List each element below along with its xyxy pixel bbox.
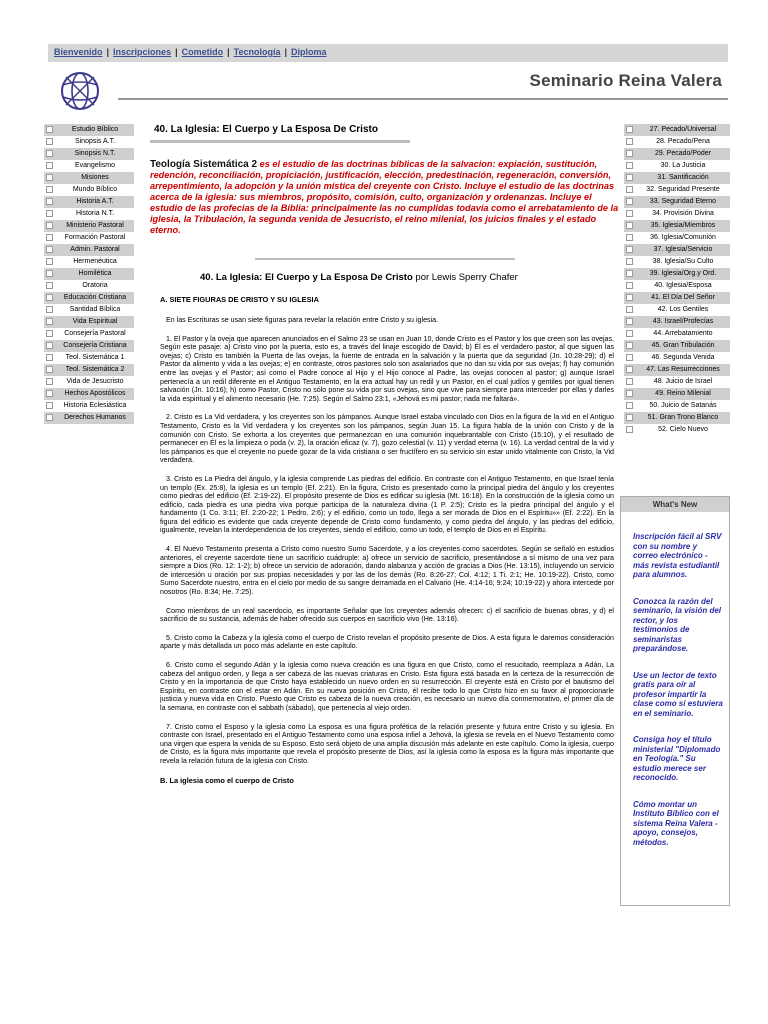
bullet-box-icon bbox=[626, 402, 633, 409]
bullet-box-icon bbox=[626, 210, 633, 217]
bullet-box-icon bbox=[626, 330, 633, 337]
right-menu-item-label: 31. Santificación bbox=[657, 174, 709, 182]
right-menu-item[interactable] bbox=[624, 268, 730, 280]
right-menu-item[interactable] bbox=[624, 388, 730, 400]
left-menu-item[interactable] bbox=[44, 292, 134, 304]
left-menu-item[interactable] bbox=[44, 364, 134, 376]
right-menu-item-label: 43. Israel/Profecías bbox=[652, 318, 714, 326]
left-menu-item[interactable] bbox=[44, 220, 134, 232]
right-menu-item-label: 38. Iglesia/Su Culto bbox=[652, 258, 714, 266]
article-paragraph: 3. Cristo es La Piedra del ángulo, y la iglesia comprende Las piedras del edificio. En contraste con el Antiguo Testamento, en que Israel tenía un templo (Ex. 25:8), la iglesia es un templo (Ef. 2:21). En la figura, Cristo es presentado como la principal piedra del ángulo y los creyentes como piedras del edificio (Ef. 2:19-22). El propósito presente de Dios es edificar su iglesia (Mt. 16:18). En la construcción de la iglesia como un edificio, cada piedra es una piedra viva porque participa de la naturaleza divina (1 P. 2:5); Cristo es la piedra principal del ángulo y el fundamento (1 Co. 3:11; Ef. 2:20-22; 1 Pedro. 2:6); y el edificio, como un todo, llega a ser morada de Dios en el Espíritu»» (Ef. 2:22). En la figura del edificio es evidente que cada creyente depende de Cristo como fundamento, y como piedra del ángulo, y las piedras del edificio, igualmente, revelan la interdependencia de los creyentes, siendo el edificio, como un todo, el templo de Dios en el Espíritu. bbox=[160, 474, 614, 535]
section-divider bbox=[255, 258, 515, 260]
left-menu-item[interactable] bbox=[44, 172, 134, 184]
right-menu-item[interactable] bbox=[624, 376, 730, 388]
article-paragraph: 7. Cristo como el Esposo y la iglesia como La esposa es una figura profética de la relación presente y futura entre Cristo y su iglesia. En contraste con Israel, presentado en el Antiguo Testamento como una esposa infiel a Jehová, la iglesia se revela en el Nuevo Testamento como una virgen que espera la venida de su Esposo. Esto será objeto de una amplia discusión más adelante en este capítulo. Como la iglesia, cuerpo de Cristo, es la figura más importante que revela el propósito presente de Dios, así la iglesia como la esposa es la figura más importante que revela la relación futura de la iglesia con Cristo. bbox=[160, 722, 614, 765]
right-menu-item-label: 49. Reino Milenial bbox=[655, 390, 711, 398]
section-title-b: B. La iglesia como el cuerpo de Cristo bbox=[160, 775, 294, 785]
left-menu-item-label: Teol. Sistemática 2 bbox=[65, 366, 125, 374]
topnav-separator: | bbox=[227, 47, 230, 57]
bullet-box-icon bbox=[46, 318, 53, 325]
topnav-link[interactable]: Bienvenido bbox=[54, 47, 103, 57]
right-menu-item-label: 41. El Día Del Señor bbox=[651, 294, 715, 302]
left-menu-item[interactable] bbox=[44, 160, 134, 172]
article-paragraph: En las Escrituras se usan siete figuras para revelar la relación entre Cristo y su iglesia. bbox=[166, 316, 439, 324]
top-navigation bbox=[48, 44, 728, 62]
right-menu-item[interactable] bbox=[624, 220, 730, 232]
article-paragraph: Como miembros de un real sacerdocio, es importante Señalar que los creyentes además ofrecen: c) el sacrificio de buenas obras, y d) el sacrificio de su sustancia, además de haber ofrecido sus cuerpos en sacrificio vivo (He. 13:16). bbox=[160, 606, 614, 624]
left-menu-item-label: Santidad Bíblica bbox=[69, 306, 121, 314]
topnav-link[interactable]: Tecnología bbox=[233, 47, 281, 57]
left-menu-item[interactable] bbox=[44, 328, 134, 340]
right-menu-item[interactable] bbox=[624, 400, 730, 412]
right-menu-item-label: 48. Juicio de Israel bbox=[653, 378, 713, 386]
bullet-box-icon bbox=[626, 246, 633, 253]
whats-new-link[interactable]: Conozca la razón del seminario, la visión del rector, y los testimonios de seminaristas preparándose. bbox=[633, 596, 722, 653]
header-divider bbox=[118, 98, 728, 100]
whats-new-list bbox=[621, 512, 729, 870]
topnav-link[interactable]: Diploma bbox=[291, 47, 327, 57]
article-paragraph: 5. Cristo como la Cabeza y la iglesia como el cuerpo de Cristo revelan el propósito presente de Dios. A esta figura le daremos consideración aparte y más detallada un poco más adelante en este capítulo. bbox=[160, 633, 614, 651]
left-menu-item[interactable] bbox=[44, 304, 134, 316]
article-paragraph: 2. Cristo es La Vid verdadera, y los creyentes son los pámpanos. Aunque Israel estaba vinculado con Dios en la figura de la vid en el Antiguo Testamento, Cristo es la Vid verdadera y los creyentes son los pámpanos, según Juan 15. La figura habla de la unión con Cristo y de la comunión con Cristo. Se exhorta a los creyentes que permanezcan en una comunión inquebrantable con Cristo (15:10), y el resultado de permanecer en Él es la limpieza o poda (v. 2), la oración eficaz (v. 7), gozo celestial (v. 11) y verdad eterna (v. 16). La verdad central de la vid y los pámpanos es que el creyente no puede gozar de la vida cristiana o ser fructífero en su servicio sin estar unido vitalmente con Cristo, la Vid verdadera. bbox=[160, 413, 614, 465]
right-menu-item-label: 40. Iglesia/Esposa bbox=[654, 282, 712, 290]
left-menu-item-label: Hechos Apostólicos bbox=[64, 390, 126, 398]
left-menu-item-label: Oratoria bbox=[82, 282, 108, 290]
left-menu-item[interactable] bbox=[44, 340, 134, 352]
article-paragraph: 4. El Nuevo Testamento presenta a Cristo como nuestro Sumo Sacerdote, y a los creyentes como sacerdotes. Según se señaló en estudios anteriores, el creyente sacerdote tiene un sacrificio cuádruple: a) ofrece un servicio de sacrificio, presentándose a sí mismo de una vez para siempre a Dios (Ro. 12: 1-2); b) ofrece un servicio de adoración, dando alabanza y acción de gracias a Dios (He. 13:15), incluyendo un servicio de intercesión u oración por sus propias necesidades y por las de los demás (Ro. 8:26-27; Col. 4:12; 1 Ti. 2:1; He. 10:19-22). Cristo, como Sumo Sacerdote nuestro, entra en el cielo por medio de su sangre derramada en el Calvario (He. 4:14-16; 9:24; 10:19-22) y ahora intercede por nosotros (Ro. 8:34; He. 7:25). bbox=[160, 545, 614, 597]
left-menu-item-label: Admin. Pastoral bbox=[70, 246, 120, 254]
bullet-box-icon bbox=[46, 282, 53, 289]
course-label: Teología Sistemática 2 bbox=[150, 159, 258, 170]
article-paragraph: 1. El Pastor y la oveja que aparecen anunciados en el Salmo 23 se usan en Juan 10, donde Cristo es el Pastor y los que creen son las ovejas. Según este pasaje: a) Cristo vino por la puerta, esto es, a través del linaje escogido de David; b) Él es el verdadero pastor, al que siguen las ovejas; c) Cristo es también la Puerta de las ovejas, la fuente de entrada en la salvación y la puerta que da seguridad (Jn. 10:28-29); d) el Pastor da alimento y vida a las ovejas; e) en contraste, otros pastores solo son asalariados que no dan su vida por sus ovejas; f) hay comunión entre las ovejas y el Pastor; así como el Padre conoce al Hijo y el Hijo conoce al Padre, las ovejas conocen al pastor; g) aunque Israel pertenecía a un redil diferente en el Antiguo Testamento, en la era actual hay un redil y un Pastor, en el cual judíos y gentiles por igual tienen salvación (Jn. 10:16); h) como Pastor, Cristo no sólo pone su vida por sus ovejas, sino que vive para siempre para interceder por ellas y darles la vida espiritual y el alimento necesario (He. 7:25). Según el Salmo 23:1, «Jehová es mi pastor; nada me faltará». bbox=[160, 334, 614, 403]
left-menu-item-label: Homilética bbox=[78, 270, 112, 278]
right-menu-item-label: 36. Iglesia/Comunión bbox=[650, 234, 716, 242]
bullet-box-icon bbox=[46, 330, 53, 337]
bullet-box-icon bbox=[626, 354, 633, 361]
left-menu-item-label: Consejería Pastoral bbox=[64, 330, 126, 338]
bullet-box-icon bbox=[626, 198, 633, 205]
right-menu-item[interactable] bbox=[624, 340, 730, 352]
main-content bbox=[150, 124, 620, 797]
topnav-separator: | bbox=[175, 47, 178, 57]
bullet-box-icon bbox=[46, 186, 53, 193]
right-menu-item[interactable] bbox=[624, 304, 730, 316]
right-menu-item-label: 34. Provisión Divina bbox=[652, 210, 714, 218]
bullet-box-icon bbox=[46, 150, 53, 157]
whats-new-link[interactable]: Use un lector de texto gratis para oír al profesor impartir la clase como si estuviera en el seminario. bbox=[633, 670, 723, 718]
right-menu-item-label: 52. Cielo Nuevo bbox=[658, 426, 708, 434]
right-menu-item-label: 44. Arrebatamiento bbox=[653, 330, 713, 338]
topnav-link[interactable]: Inscripciones bbox=[113, 47, 172, 57]
right-menu-item[interactable] bbox=[624, 232, 730, 244]
left-menu-item-label: Historia N.T. bbox=[75, 210, 115, 218]
left-menu-item[interactable] bbox=[44, 412, 134, 424]
right-menu-item-label: 47. Las Resurrecciones bbox=[646, 366, 720, 374]
right-menu-item[interactable] bbox=[624, 364, 730, 376]
left-menu-item-label: Sinopsis N.T. bbox=[74, 150, 116, 158]
right-menu-item[interactable] bbox=[624, 148, 730, 160]
globe-logo-icon[interactable] bbox=[58, 69, 102, 113]
course-description-text: es el estudio de las doctrinas bíblicas de la salvacion: expiación, sustitución, redención, reconciliación, propiciación, justificación, elección, predestinación, regeneración, conversión, arrepentimiento, la adopción y la unión mística del creyente con Cristo. Incluye el estudio de las doctrinas acerca de la iglesia: sus miembros, propósito, comisión, culto, organización y ordenanzas. Incluye el estudio de las profecías de la Biblia: principalmente las no cumplidas todavía como el arrebatamiento de la iglesia, la Tribulación, la segunda venida de Jesucristo, el reino milenial, los juicios finales y el estado eterno. bbox=[150, 159, 619, 235]
bullet-box-icon bbox=[46, 246, 53, 253]
left-menu-item-label: Historia A.T. bbox=[76, 198, 114, 206]
right-menu-item-label: 51. Gran Trono Blanco bbox=[647, 414, 719, 422]
bullet-box-icon bbox=[626, 378, 633, 385]
left-menu-item-label: Derechos Humanos bbox=[64, 414, 126, 422]
right-menu-item-label: 27. Pecado/Universal bbox=[649, 126, 717, 134]
right-menu-item-label: 50. Juicio de Satanás bbox=[649, 402, 717, 410]
right-menu-item-label: 32. Seguridad Presente bbox=[646, 186, 720, 194]
bullet-box-icon bbox=[46, 306, 53, 313]
left-menu-item-label: Historia Eclesiástica bbox=[63, 402, 127, 410]
right-menu-item[interactable] bbox=[624, 160, 730, 172]
right-menu-item[interactable] bbox=[624, 316, 730, 328]
left-menu-item[interactable] bbox=[44, 184, 134, 196]
left-menu-item[interactable] bbox=[44, 256, 134, 268]
left-menu-item-label: Teol. Sistemática 1 bbox=[65, 354, 125, 362]
whats-new-title: What's New bbox=[621, 497, 729, 512]
right-menu-item[interactable] bbox=[624, 280, 730, 292]
right-menu-item-label: 28. Pecado/Pena bbox=[656, 138, 710, 146]
topnav-separator: | bbox=[284, 47, 288, 57]
bullet-box-icon bbox=[46, 234, 53, 241]
bullet-box-icon bbox=[46, 198, 53, 205]
bullet-box-icon bbox=[626, 150, 633, 157]
bullet-box-icon bbox=[46, 138, 53, 145]
title-divider bbox=[150, 140, 410, 143]
bullet-box-icon bbox=[626, 162, 633, 169]
right-menu-item[interactable] bbox=[624, 196, 730, 208]
site-header bbox=[48, 66, 728, 116]
right-menu-item[interactable] bbox=[624, 184, 730, 196]
article-paragraph: 6. Cristo como el segundo Adán y la iglesia como nueva creación es una figura en que Cristo, como el resucitado, reemplaza a Adán, La cabeza del antiguo orden, y llega a ser cabeza de las nuevas criaturas en Cristo. Esta figura está basada en la certeza de la resurrección de Cristo y en la importancia de que Cristo haya establecido un nuevo orden en su resurrección. El creyente está en Cristo por el bautismo del Espíritu, en contraste con el estar en Adán. En su nueva posición en Cristo, él recibe todo lo que Cristo hizo en su favor al proporcionarle justicia y nueva vida en Cristo. Puesto que Cristo es cabeza de la nueva creación, es necesario un nuevo día conmemorativo, el primer día de la semana, en contraste con el sabbath (sábado), que pertenecía al viejo orden. bbox=[160, 661, 614, 712]
article-body bbox=[150, 316, 620, 766]
left-menu-item-label: Evangelismo bbox=[74, 162, 116, 170]
bullet-box-icon bbox=[626, 138, 633, 145]
right-menu-item[interactable] bbox=[624, 256, 730, 268]
bullet-box-icon bbox=[626, 414, 633, 421]
right-menu-item[interactable] bbox=[624, 136, 730, 148]
course-description bbox=[150, 159, 620, 236]
bullet-box-icon bbox=[46, 270, 53, 277]
right-menu-item[interactable] bbox=[624, 352, 730, 364]
bullet-box-icon bbox=[626, 294, 633, 301]
bullet-box-icon bbox=[46, 210, 53, 217]
bullet-box-icon bbox=[626, 186, 633, 193]
left-menu-item-label: Mundo Bíblico bbox=[72, 186, 118, 194]
right-menu-item-label: 30. La Justicia bbox=[660, 162, 706, 170]
bullet-box-icon bbox=[46, 174, 53, 181]
right-menu-item[interactable] bbox=[624, 124, 730, 136]
right-menu-item-label: 42. Los Gentiles bbox=[657, 306, 709, 314]
right-menu-item-label: 37. Iglesia/Servicio bbox=[653, 246, 713, 254]
bullet-box-icon bbox=[46, 222, 53, 229]
left-menu-item[interactable] bbox=[44, 376, 134, 388]
right-menu-item-label: 39. Iglesia/Org.y Ord. bbox=[649, 270, 717, 278]
left-menu-item-label: Estudio Bíblico bbox=[71, 126, 119, 134]
section-title-a: A. SIETE FIGURAS DE CRISTO Y SU IGLESIA bbox=[160, 295, 319, 304]
whats-new-link[interactable]: Inscripción fácil al SRV con su nombre y correo electrónico - más revista estudiantil para alumnos. bbox=[633, 532, 722, 579]
right-menu-item-label: 33. Seguridad Eterno bbox=[649, 198, 717, 206]
left-menu-item[interactable] bbox=[44, 316, 134, 328]
bullet-box-icon bbox=[626, 282, 633, 289]
article-heading bbox=[200, 272, 620, 283]
left-menu-item[interactable] bbox=[44, 196, 134, 208]
left-menu-item-label: Hermenéutica bbox=[73, 258, 117, 266]
right-menu-item[interactable] bbox=[624, 172, 730, 184]
right-menu-item-label: 29. Pecado/Poder bbox=[654, 150, 712, 158]
bullet-box-icon bbox=[46, 390, 53, 397]
left-menu-item[interactable] bbox=[44, 388, 134, 400]
left-menu-item[interactable] bbox=[44, 232, 134, 244]
left-menu-item-label: Sinopsis A.T. bbox=[74, 138, 116, 146]
left-menu-item-label: Educación Cristiana bbox=[63, 294, 127, 302]
bullet-box-icon bbox=[46, 414, 53, 421]
left-menu-item[interactable] bbox=[44, 352, 134, 364]
bullet-box-icon bbox=[626, 258, 633, 265]
bullet-box-icon bbox=[626, 426, 633, 433]
bullet-box-icon bbox=[626, 342, 633, 349]
bullet-box-icon bbox=[46, 162, 53, 169]
bullet-box-icon bbox=[46, 294, 53, 301]
left-menu-item-label: Consejería Cristiana bbox=[63, 342, 127, 350]
right-menu-item[interactable] bbox=[624, 292, 730, 304]
left-menu-item[interactable] bbox=[44, 280, 134, 292]
left-menu-item[interactable] bbox=[44, 400, 134, 412]
left-menu-item-label: Vida de Jesucristo bbox=[66, 378, 124, 386]
left-menu-item-label: Misiones bbox=[81, 174, 109, 182]
left-course-menu bbox=[44, 124, 134, 424]
bullet-box-icon bbox=[626, 126, 633, 133]
page-title: 40. La Iglesia: El Cuerpo y La Esposa De Cristo bbox=[154, 124, 378, 135]
bullet-box-icon bbox=[46, 366, 53, 373]
right-menu-item[interactable] bbox=[624, 328, 730, 340]
bullet-box-icon bbox=[626, 234, 633, 241]
bullet-box-icon bbox=[46, 342, 53, 349]
article-author: por Lewis Sperry Chafer bbox=[415, 272, 518, 283]
bullet-box-icon bbox=[626, 174, 633, 181]
topnav-separator: | bbox=[106, 47, 110, 57]
bullet-box-icon bbox=[626, 270, 633, 277]
bullet-box-icon bbox=[46, 258, 53, 265]
right-menu-item[interactable] bbox=[624, 424, 730, 436]
bullet-box-icon bbox=[626, 318, 633, 325]
bullet-box-icon bbox=[626, 222, 633, 229]
whats-new-box bbox=[620, 496, 730, 906]
right-menu-item[interactable] bbox=[624, 208, 730, 220]
left-menu-item-label: Vida Espiritual bbox=[72, 318, 118, 326]
left-menu-item-label: Ministerio Pastoral bbox=[66, 222, 124, 230]
site-title: Seminario Reina Valera bbox=[529, 71, 722, 90]
right-lesson-menu bbox=[624, 124, 730, 436]
bullet-box-icon bbox=[626, 366, 633, 373]
bullet-box-icon bbox=[46, 378, 53, 385]
whats-new-link[interactable]: Consiga hoy el título ministerial "Diplomado en Teología." Su estudio merece ser reconocido. bbox=[633, 735, 721, 782]
left-menu-item[interactable] bbox=[44, 148, 134, 160]
bullet-box-icon bbox=[46, 354, 53, 361]
left-menu-item-label: Formación Pastoral bbox=[64, 234, 126, 242]
left-menu-item[interactable] bbox=[44, 244, 134, 256]
right-menu-item[interactable] bbox=[624, 244, 730, 256]
bullet-box-icon bbox=[626, 390, 633, 397]
left-menu-item[interactable] bbox=[44, 136, 134, 148]
left-menu-item[interactable] bbox=[44, 208, 134, 220]
right-menu-item-label: 46. Segunda Venida bbox=[651, 354, 715, 362]
right-menu-item-label: 35. Iglesia/Miembros bbox=[650, 222, 716, 230]
bullet-box-icon bbox=[46, 402, 53, 409]
whats-new-link[interactable]: Cómo montar un Instituto Bíblico con el sistema Reina Valera - apoyo, consejos, métodos. bbox=[633, 799, 719, 847]
right-menu-item-label: 45. Gran Tribulación bbox=[651, 342, 715, 350]
article-title: 40. La Iglesia: El Cuerpo y La Esposa De Cristo bbox=[200, 272, 413, 283]
topnav-link[interactable]: Cometido bbox=[181, 47, 224, 57]
right-menu-item[interactable] bbox=[624, 412, 730, 424]
left-menu-item[interactable] bbox=[44, 268, 134, 280]
left-menu-item[interactable] bbox=[44, 124, 134, 136]
bullet-box-icon bbox=[626, 306, 633, 313]
bullet-box-icon bbox=[46, 126, 53, 133]
